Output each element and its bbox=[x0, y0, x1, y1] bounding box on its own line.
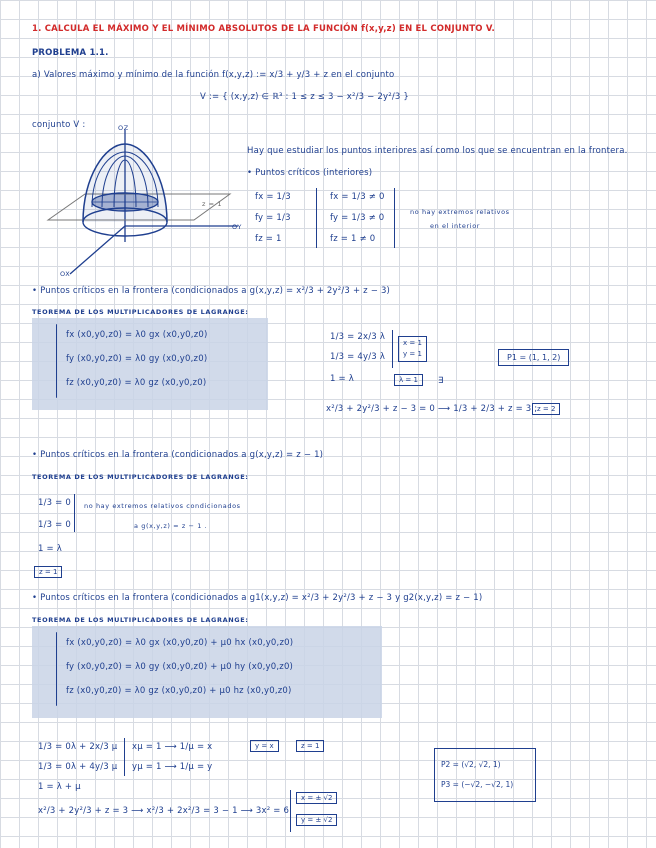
brace-line bbox=[316, 188, 317, 248]
gradient-fz-nonzero: fz = 1 ≠ 0 bbox=[330, 234, 376, 244]
result-x: x = 1 bbox=[403, 339, 422, 347]
section3-final-eq: x²/3 + 2y²/3 + z = 3 ⟶ x²/3 + 2x²/3 = 3 − 1 ⟶ 3x² = 6 bbox=[38, 806, 290, 816]
brace bbox=[56, 632, 57, 706]
set-definition: V := { (x,y,z) ∈ ℝ³ : 1 ≤ z ≤ 3 − x²/3 − 2y²/3 } bbox=[200, 92, 410, 102]
lagrange2-eq-z: fz (x0,y0,z0) = λ0 gz (x0,y0,z0) + μ0 hz (x0,y0,z0) bbox=[66, 686, 292, 696]
section3-solve-y: 1/3 = 0λ + 4y/3 μ bbox=[38, 762, 118, 772]
problem-number: PROBLEMA 1.1. bbox=[32, 48, 109, 58]
brace-line bbox=[74, 494, 75, 532]
solve-eq-y: 1/3 = 4y/3 λ bbox=[330, 352, 386, 362]
section2-conclusion-2: a g(x,y,z) = z − 1 . bbox=[134, 522, 208, 530]
section2-eq-y: 1/3 = 0 bbox=[38, 520, 72, 530]
z-axis-label: OZ bbox=[118, 124, 129, 132]
problem-statement: a) Valores máximo y mínimo de la función f(x,y,z) := x/3 + y/3 + z en el conjunto bbox=[32, 70, 395, 80]
solve-eq-x: 1/3 = 2x/3 λ bbox=[330, 332, 386, 342]
brace-line bbox=[290, 790, 291, 832]
gradient-fy: fy = 1/3 bbox=[255, 213, 291, 223]
section3-solve-mu: 1 = λ + μ bbox=[38, 782, 81, 792]
section2-heading: • Puntos críticos en la frontera (condicionados a g(x,y,z) = z − 1) bbox=[32, 450, 324, 460]
point-p3: P3 = (−√2, −√2, 1) bbox=[441, 780, 514, 789]
exercise-title: 1. CALCULA EL MÁXIMO Y EL MÍNIMO ABSOLUTOS DE LA FUNCIÓN f(x,y,z) EN EL CONJUNTO V. bbox=[32, 24, 495, 34]
result-box-y-equals-x: y = x bbox=[250, 740, 279, 752]
lagrange-eq-x: fx (x0,y0,z0) = λ0 gx (x0,y0,z0) bbox=[66, 330, 208, 340]
section1-heading: • Puntos críticos en la frontera (condicionados a g(x,y,z) = x²/3 + 2y²/3 + z − 3) bbox=[32, 286, 391, 296]
x-axis-label: OX bbox=[60, 270, 71, 278]
gradient-fy-nonzero: fy = 1/3 ≠ 0 bbox=[330, 213, 385, 223]
result-box-y-sqrt: y = ± √2 bbox=[296, 814, 337, 826]
brace bbox=[56, 324, 57, 398]
point-p2: P2 = (√2, √2, 1) bbox=[441, 760, 501, 769]
lagrange-eq-z: fz (x0,y0,z0) = λ0 gz (x0,y0,z0) bbox=[66, 378, 207, 388]
section2-theorem: TEOREMA DE LOS MULTIPLICADORES DE LAGRANGE: bbox=[32, 473, 249, 481]
result-box-z: z = 2 bbox=[532, 403, 560, 415]
result-box-lambda: λ = 1 bbox=[394, 374, 423, 386]
points-box bbox=[434, 748, 536, 802]
result-y: y = 1 bbox=[403, 350, 422, 358]
section3-heading: • Puntos críticos en la frontera (condicionados a g1(x,y,z) = x²/3 + 2y²/3 + z − 3 y g2(x,y,z) = z − 1) bbox=[32, 593, 483, 603]
exists-symbol: ∃ bbox=[438, 376, 444, 386]
result-box-x-sqrt: x = ± √2 bbox=[296, 792, 337, 804]
y-axis-label: OY bbox=[232, 223, 242, 231]
result-box-xy bbox=[398, 336, 427, 362]
solve-eq-lambda: 1 = λ bbox=[330, 374, 354, 384]
interior-conclusion-2: en el interior bbox=[430, 222, 481, 230]
brace-line bbox=[394, 188, 395, 248]
section2-conclusion: no hay extremos relativos condicionados bbox=[84, 502, 241, 510]
paraboloid-diagram bbox=[30, 122, 260, 282]
result-box-z1: z = 1 bbox=[296, 740, 324, 752]
point-p1: P1 = (1, 1, 2) bbox=[498, 349, 569, 366]
gradient-fz: fz = 1 bbox=[255, 234, 282, 244]
interior-heading: • Puntos críticos (interiores) bbox=[247, 168, 373, 178]
section3-solve-x: 1/3 = 0λ + 2x/3 μ bbox=[38, 742, 118, 752]
mu-relation-x: xμ = 1 ⟶ 1/μ = x bbox=[132, 742, 213, 752]
lagrange2-eq-x: fx (x0,y0,z0) = λ0 gx (x0,y0,z0) + μ0 hx (x0,y0,z0) bbox=[66, 638, 294, 648]
section1-theorem: TEOREMA DE LOS MULTIPLICADORES DE LAGRANGE: bbox=[32, 308, 249, 316]
intro-text: Hay que estudiar los puntos interiores así como los que se encuentran en la frontera. bbox=[247, 146, 628, 156]
lagrange2-eq-y: fy (x0,y0,z0) = λ0 gy (x0,y0,z0) + μ0 hy (x0,y0,z0) bbox=[66, 662, 294, 672]
gradient-fx-nonzero: fx = 1/3 ≠ 0 bbox=[330, 192, 385, 202]
brace-line bbox=[392, 330, 393, 368]
section2-eq-x: 1/3 = 0 bbox=[38, 498, 72, 508]
mu-relation-y: yμ = 1 ⟶ 1/μ = y bbox=[132, 762, 213, 772]
section2-box-z: z = 1 bbox=[34, 566, 62, 578]
plane-label: z = 1 bbox=[202, 200, 223, 208]
brace-line bbox=[124, 738, 125, 776]
gradient-fx: fx = 1/3 bbox=[255, 192, 291, 202]
section3-theorem: TEOREMA DE LOS MULTIPLICADORES DE LAGRANGE: bbox=[32, 616, 249, 624]
interior-conclusion: no hay extremos relativos bbox=[410, 208, 510, 216]
diagram-label: conjunto V : bbox=[32, 120, 86, 130]
section2-lambda: 1 = λ bbox=[38, 544, 62, 554]
lagrange-eq-y: fy (x0,y0,z0) = λ0 gy (x0,y0,z0) bbox=[66, 354, 208, 364]
substitution-eq: x²/3 + 2y²/3 + z − 3 = 0 ⟶ 1/3 + 2/3 + z = 3 ; bbox=[326, 404, 538, 414]
